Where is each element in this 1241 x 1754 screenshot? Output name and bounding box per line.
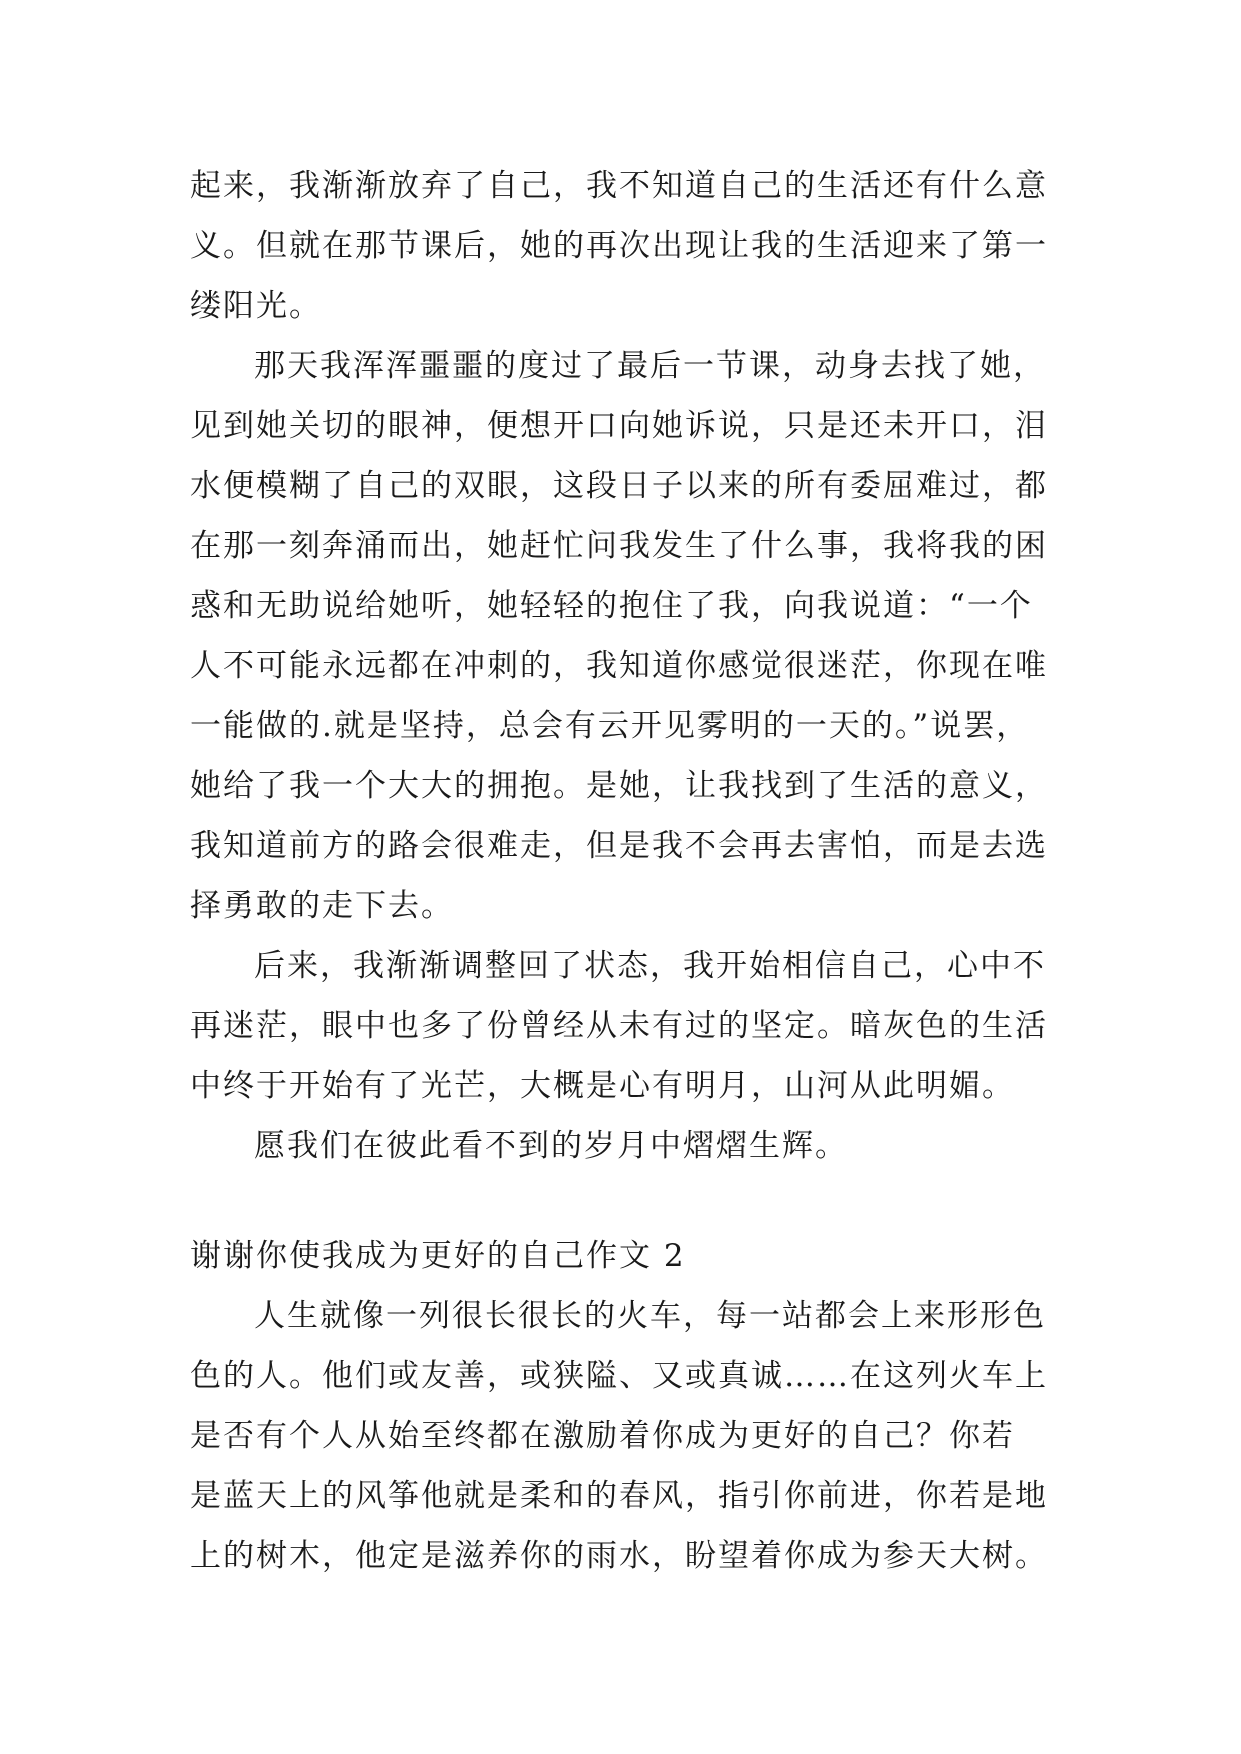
paragraph-line: 那天我浑浑噩噩的度过了最后一节课，动身去找了她， — [254, 348, 1046, 384]
paragraph-line: 上的树木，他定是滋养你的雨水，盼望着你成为参天大树。 — [190, 1538, 1048, 1574]
paragraph-line: 见到她关切的眼神，便想开口向她诉说，只是还未开口，泪 — [190, 408, 1048, 444]
section-title: 谢谢你使我成为更好的自己作文 2 — [190, 1238, 686, 1274]
paragraph-line: 一能做的.就是坚持，总会有云开见雾明的一天的。”说罢， — [190, 708, 1030, 744]
paragraph-line: 再迷茫，眼中也多了份曾经从未有过的坚定。暗灰色的生活 — [190, 1008, 1048, 1044]
paragraph-line: 起来，我渐渐放弃了自己，我不知道自己的生活还有什么意 — [190, 168, 1048, 204]
paragraph-line: 水便模糊了自己的双眼，这段日子以来的所有委屈难过，都 — [190, 468, 1048, 504]
paragraph-line: 中终于开始有了光芒，大概是心有明月，山河从此明媚。 — [190, 1068, 1015, 1104]
paragraph-line: 我知道前方的路会很难走，但是我不会再去害怕，而是去选 — [190, 828, 1048, 864]
paragraph-line: 义。但就在那节课后，她的再次出现让我的生活迎来了第一 — [190, 228, 1048, 264]
paragraph-line: 择勇敢的走下去。 — [190, 888, 454, 924]
paragraph-line: 惑和无助说给她听，她轻轻的抱住了我，向我说道：“一个 — [190, 588, 1033, 624]
paragraph-line: 后来，我渐渐调整回了状态，我开始相信自己，心中不 — [254, 948, 1046, 984]
paragraph-line: 是否有个人从始至终都在激励着你成为更好的自己？你若 — [190, 1418, 1015, 1454]
paragraph-line: 她给了我一个大大的拥抱。是她，让我找到了生活的意义， — [190, 768, 1048, 804]
paragraph-line: 人不可能永远都在冲刺的，我知道你感觉很迷茫，你现在唯 — [190, 648, 1048, 684]
paragraph-line: 缕阳光。 — [190, 288, 322, 324]
paragraph-line: 是蓝天上的风筝他就是柔和的春风，指引你前进，你若是地 — [190, 1478, 1048, 1514]
paragraph-line: 愿我们在彼此看不到的岁月中熠熠生辉。 — [254, 1128, 848, 1164]
paragraph-line: 在那一刻奔涌而出，她赶忙问我发生了什么事，我将我的困 — [190, 528, 1048, 564]
paragraph-line: 人生就像一列很长很长的火车，每一站都会上来形形色 — [254, 1298, 1046, 1334]
paragraph-line: 色的人。他们或友善，或狭隘、又或真诚……在这列火车上 — [190, 1358, 1048, 1394]
